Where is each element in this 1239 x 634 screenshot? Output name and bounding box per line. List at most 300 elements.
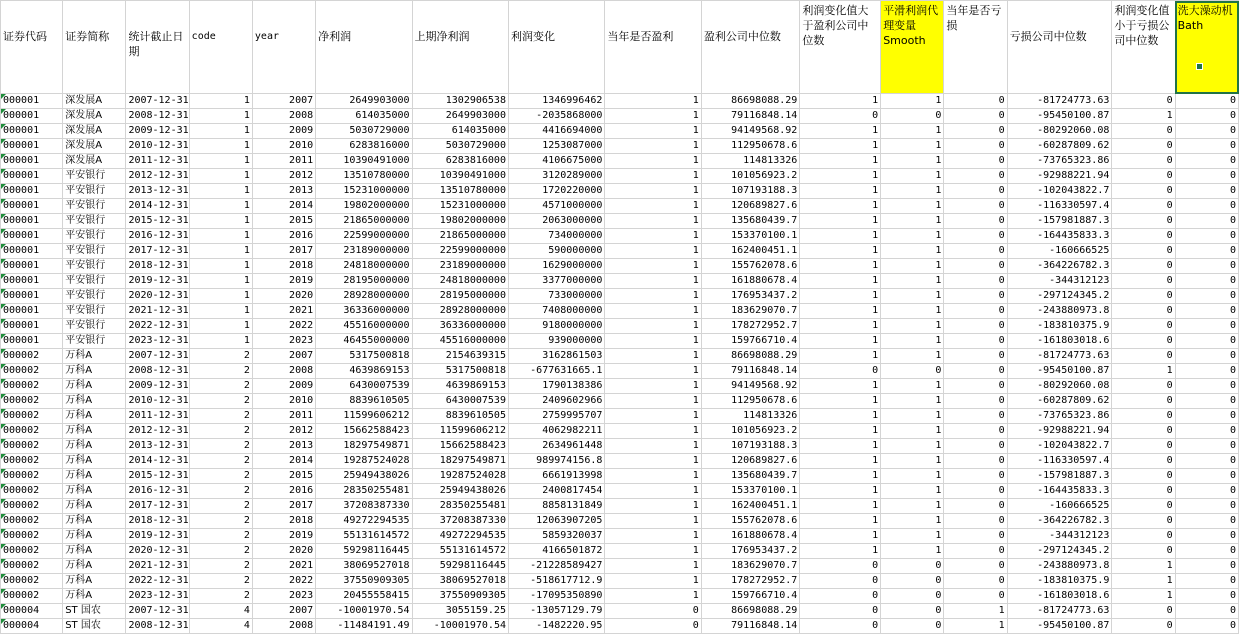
cell-change-gt-profit-median[interactable]: 0: [800, 574, 881, 589]
cell-year[interactable]: 2016: [252, 229, 315, 244]
cell-report-date[interactable]: 2009-12-31: [126, 124, 189, 139]
cell-net-profit[interactable]: 45516000000: [316, 319, 412, 334]
cell-bath[interactable]: 0: [1175, 514, 1238, 529]
cell-change-gt-profit-median[interactable]: 1: [800, 319, 881, 334]
cell-is-loss[interactable]: 0: [944, 199, 1007, 214]
cell-profit-median[interactable]: 176953437.2: [701, 544, 800, 559]
cell-code[interactable]: 2: [189, 349, 252, 364]
cell-loss-median[interactable]: -157981887.3: [1007, 469, 1112, 484]
cell-profit-median[interactable]: 94149568.92: [701, 379, 800, 394]
cell-bath[interactable]: 0: [1175, 289, 1238, 304]
cell-profit-median[interactable]: 79116848.14: [701, 619, 800, 634]
cell-prev-net-profit[interactable]: 36336000000: [412, 319, 508, 334]
cell-net-profit[interactable]: 28928000000: [316, 289, 412, 304]
cell-prev-net-profit[interactable]: 5317500818: [412, 364, 508, 379]
cell-profit-median[interactable]: 112950678.6: [701, 139, 800, 154]
cell-change-gt-profit-median[interactable]: 0: [800, 604, 881, 619]
cell-security-code[interactable]: 000001: [1, 139, 63, 154]
cell-change-gt-profit-median[interactable]: 1: [800, 334, 881, 349]
cell-loss-median[interactable]: -73765323.86: [1007, 154, 1112, 169]
cell-is-profitable[interactable]: 1: [605, 94, 701, 109]
cell-security-code[interactable]: 000001: [1, 334, 63, 349]
cell-is-profitable[interactable]: 0: [605, 619, 701, 634]
cell-security-name[interactable]: 深发展A: [63, 94, 126, 109]
cell-change-lt-loss-median[interactable]: 1: [1112, 574, 1175, 589]
cell-report-date[interactable]: 2015-12-31: [126, 214, 189, 229]
cell-net-profit[interactable]: 22599000000: [316, 229, 412, 244]
cell-bath[interactable]: 0: [1175, 574, 1238, 589]
cell-loss-median[interactable]: -344312123: [1007, 529, 1112, 544]
cell-is-profitable[interactable]: 1: [605, 169, 701, 184]
cell-is-loss[interactable]: 0: [944, 544, 1007, 559]
cell-is-profitable[interactable]: 1: [605, 544, 701, 559]
cell-security-name[interactable]: 平安银行: [63, 304, 126, 319]
cell-change-gt-profit-median[interactable]: 1: [800, 349, 881, 364]
cell-loss-median[interactable]: -95450100.87: [1007, 109, 1112, 124]
cell-profit-median[interactable]: 101056923.2: [701, 169, 800, 184]
cell-bath[interactable]: 0: [1175, 229, 1238, 244]
cell-is-profitable[interactable]: 1: [605, 109, 701, 124]
cell-profit-median[interactable]: 135680439.7: [701, 214, 800, 229]
cell-profit-median[interactable]: 79116848.14: [701, 364, 800, 379]
header-prev-net-profit[interactable]: 上期净利润: [412, 1, 508, 94]
cell-change-gt-profit-median[interactable]: 1: [800, 514, 881, 529]
cell-year[interactable]: 2015: [252, 214, 315, 229]
cell-profit-change[interactable]: 6661913998: [508, 469, 604, 484]
cell-bath[interactable]: 0: [1175, 259, 1238, 274]
cell-report-date[interactable]: 2020-12-31: [126, 544, 189, 559]
cell-code[interactable]: 2: [189, 574, 252, 589]
cell-report-date[interactable]: 2013-12-31: [126, 184, 189, 199]
cell-code[interactable]: 2: [189, 469, 252, 484]
cell-bath[interactable]: 0: [1175, 334, 1238, 349]
cell-profit-median[interactable]: 114813326: [701, 154, 800, 169]
cell-code[interactable]: 1: [189, 184, 252, 199]
cell-bath[interactable]: 0: [1175, 94, 1238, 109]
cell-code[interactable]: 1: [189, 124, 252, 139]
cell-is-profitable[interactable]: 1: [605, 124, 701, 139]
cell-year[interactable]: 2014: [252, 199, 315, 214]
cell-change-lt-loss-median[interactable]: 0: [1112, 349, 1175, 364]
cell-prev-net-profit[interactable]: 10390491000: [412, 169, 508, 184]
cell-is-loss[interactable]: 0: [944, 319, 1007, 334]
cell-profit-median[interactable]: 101056923.2: [701, 424, 800, 439]
cell-is-profitable[interactable]: 1: [605, 559, 701, 574]
cell-profit-median[interactable]: 161880678.4: [701, 274, 800, 289]
cell-net-profit[interactable]: 4639869153: [316, 364, 412, 379]
cell-bath[interactable]: 0: [1175, 184, 1238, 199]
cell-code[interactable]: 1: [189, 154, 252, 169]
cell-prev-net-profit[interactable]: 13510780000: [412, 184, 508, 199]
cell-net-profit[interactable]: 19287524028: [316, 454, 412, 469]
cell-net-profit[interactable]: 18297549871: [316, 439, 412, 454]
cell-profit-change[interactable]: 4062982211: [508, 424, 604, 439]
cell-bath[interactable]: 0: [1175, 499, 1238, 514]
cell-change-gt-profit-median[interactable]: 1: [800, 124, 881, 139]
cell-profit-median[interactable]: 107193188.3: [701, 439, 800, 454]
cell-change-lt-loss-median[interactable]: 0: [1112, 169, 1175, 184]
cell-change-lt-loss-median[interactable]: 0: [1112, 229, 1175, 244]
cell-prev-net-profit[interactable]: 1302906538: [412, 94, 508, 109]
cell-is-profitable[interactable]: 1: [605, 484, 701, 499]
cell-change-lt-loss-median[interactable]: 0: [1112, 619, 1175, 634]
cell-is-loss[interactable]: 0: [944, 94, 1007, 109]
cell-net-profit[interactable]: 49272294535: [316, 514, 412, 529]
cell-profit-change[interactable]: 9180000000: [508, 319, 604, 334]
cell-is-loss[interactable]: 0: [944, 514, 1007, 529]
cell-change-gt-profit-median[interactable]: 1: [800, 304, 881, 319]
cell-security-code[interactable]: 000001: [1, 319, 63, 334]
cell-security-code[interactable]: 000001: [1, 274, 63, 289]
cell-profit-change[interactable]: 733000000: [508, 289, 604, 304]
cell-code[interactable]: 2: [189, 364, 252, 379]
cell-security-code[interactable]: 000002: [1, 514, 63, 529]
cell-change-lt-loss-median[interactable]: 0: [1112, 394, 1175, 409]
cell-report-date[interactable]: 2008-12-31: [126, 619, 189, 634]
cell-is-loss[interactable]: 0: [944, 484, 1007, 499]
cell-is-loss[interactable]: 0: [944, 154, 1007, 169]
cell-is-profitable[interactable]: 1: [605, 274, 701, 289]
cell-net-profit[interactable]: 6283816000: [316, 139, 412, 154]
cell-security-name[interactable]: 万科A: [63, 454, 126, 469]
cell-change-lt-loss-median[interactable]: 0: [1112, 274, 1175, 289]
cell-prev-net-profit[interactable]: 11599606212: [412, 424, 508, 439]
cell-net-profit[interactable]: 28350255481: [316, 484, 412, 499]
cell-profit-median[interactable]: 162400451.1: [701, 244, 800, 259]
header-loss-median[interactable]: 亏损公司中位数: [1007, 1, 1112, 94]
cell-net-profit[interactable]: 36336000000: [316, 304, 412, 319]
cell-security-code[interactable]: 000001: [1, 124, 63, 139]
cell-is-loss[interactable]: 0: [944, 334, 1007, 349]
cell-year[interactable]: 2020: [252, 289, 315, 304]
cell-net-profit[interactable]: 11599606212: [316, 409, 412, 424]
cell-security-name[interactable]: 深发展A: [63, 124, 126, 139]
cell-year[interactable]: 2012: [252, 169, 315, 184]
cell-prev-net-profit[interactable]: 19802000000: [412, 214, 508, 229]
cell-loss-median[interactable]: -102043822.7: [1007, 184, 1112, 199]
cell-profit-median[interactable]: 176953437.2: [701, 289, 800, 304]
cell-change-gt-profit-median[interactable]: 1: [800, 244, 881, 259]
cell-year[interactable]: 2018: [252, 514, 315, 529]
cell-change-gt-profit-median[interactable]: 1: [800, 424, 881, 439]
cell-is-profitable[interactable]: 1: [605, 379, 701, 394]
cell-security-code[interactable]: 000001: [1, 214, 63, 229]
cell-bath[interactable]: 0: [1175, 274, 1238, 289]
cell-change-lt-loss-median[interactable]: 0: [1112, 484, 1175, 499]
cell-smooth[interactable]: 1: [881, 424, 944, 439]
cell-year[interactable]: 2009: [252, 379, 315, 394]
cell-change-lt-loss-median[interactable]: 0: [1112, 319, 1175, 334]
cell-smooth[interactable]: 1: [881, 184, 944, 199]
cell-smooth[interactable]: 1: [881, 349, 944, 364]
cell-is-loss[interactable]: 0: [944, 169, 1007, 184]
cell-change-lt-loss-median[interactable]: 0: [1112, 604, 1175, 619]
cell-profit-change[interactable]: 1790138386: [508, 379, 604, 394]
header-security-name[interactable]: 证券简称: [63, 1, 126, 94]
cell-is-loss[interactable]: 0: [944, 259, 1007, 274]
cell-security-code[interactable]: 000002: [1, 529, 63, 544]
cell-change-gt-profit-median[interactable]: 0: [800, 589, 881, 604]
cell-prev-net-profit[interactable]: 55131614572: [412, 544, 508, 559]
cell-profit-change[interactable]: 4166501872: [508, 544, 604, 559]
cell-prev-net-profit[interactable]: 23189000000: [412, 259, 508, 274]
cell-security-code[interactable]: 000002: [1, 424, 63, 439]
cell-year[interactable]: 2012: [252, 424, 315, 439]
cell-security-name[interactable]: 万科A: [63, 364, 126, 379]
cell-change-gt-profit-median[interactable]: 1: [800, 439, 881, 454]
cell-profit-median[interactable]: 114813326: [701, 409, 800, 424]
cell-loss-median[interactable]: -80292060.08: [1007, 124, 1112, 139]
cell-year[interactable]: 2019: [252, 529, 315, 544]
cell-is-loss[interactable]: 0: [944, 529, 1007, 544]
cell-change-gt-profit-median[interactable]: 1: [800, 544, 881, 559]
header-year[interactable]: year: [252, 1, 315, 94]
cell-prev-net-profit[interactable]: 2154639315: [412, 349, 508, 364]
cell-prev-net-profit[interactable]: 4639869153: [412, 379, 508, 394]
cell-year[interactable]: 2013: [252, 439, 315, 454]
cell-change-lt-loss-median[interactable]: 0: [1112, 334, 1175, 349]
cell-is-loss[interactable]: 0: [944, 439, 1007, 454]
cell-bath[interactable]: 0: [1175, 169, 1238, 184]
cell-security-name[interactable]: 万科A: [63, 559, 126, 574]
cell-profit-change[interactable]: 2063000000: [508, 214, 604, 229]
cell-year[interactable]: 2008: [252, 109, 315, 124]
cell-prev-net-profit[interactable]: 45516000000: [412, 334, 508, 349]
cell-report-date[interactable]: 2019-12-31: [126, 529, 189, 544]
header-profit-change[interactable]: 利润变化: [508, 1, 604, 94]
cell-loss-median[interactable]: -81724773.63: [1007, 604, 1112, 619]
cell-change-lt-loss-median[interactable]: 0: [1112, 499, 1175, 514]
cell-report-date[interactable]: 2007-12-31: [126, 349, 189, 364]
cell-profit-median[interactable]: 107193188.3: [701, 184, 800, 199]
cell-prev-net-profit[interactable]: 59298116445: [412, 559, 508, 574]
cell-net-profit[interactable]: 6430007539: [316, 379, 412, 394]
cell-loss-median[interactable]: -161803018.6: [1007, 589, 1112, 604]
cell-net-profit[interactable]: 5317500818: [316, 349, 412, 364]
cell-is-loss[interactable]: 0: [944, 469, 1007, 484]
cell-loss-median[interactable]: -95450100.87: [1007, 619, 1112, 634]
cell-smooth[interactable]: 1: [881, 289, 944, 304]
cell-profit-change[interactable]: -1482220.95: [508, 619, 604, 634]
cell-report-date[interactable]: 2016-12-31: [126, 229, 189, 244]
cell-year[interactable]: 2020: [252, 544, 315, 559]
cell-smooth[interactable]: 1: [881, 469, 944, 484]
cell-loss-median[interactable]: -116330597.4: [1007, 454, 1112, 469]
cell-profit-median[interactable]: 153370100.1: [701, 229, 800, 244]
cell-security-code[interactable]: 000001: [1, 304, 63, 319]
cell-security-code[interactable]: 000001: [1, 199, 63, 214]
cell-profit-median[interactable]: 86698088.29: [701, 349, 800, 364]
cell-report-date[interactable]: 2014-12-31: [126, 199, 189, 214]
cell-code[interactable]: 4: [189, 604, 252, 619]
cell-profit-median[interactable]: 159766710.4: [701, 589, 800, 604]
cell-report-date[interactable]: 2015-12-31: [126, 469, 189, 484]
cell-code[interactable]: 2: [189, 544, 252, 559]
cell-profit-median[interactable]: 183629070.7: [701, 304, 800, 319]
cell-smooth[interactable]: 1: [881, 409, 944, 424]
cell-is-profitable[interactable]: 1: [605, 199, 701, 214]
cell-security-code[interactable]: 000002: [1, 544, 63, 559]
cell-smooth[interactable]: 1: [881, 454, 944, 469]
cell-security-code[interactable]: 000001: [1, 229, 63, 244]
cell-profit-median[interactable]: 153370100.1: [701, 484, 800, 499]
cell-prev-net-profit[interactable]: 21865000000: [412, 229, 508, 244]
cell-security-name[interactable]: 万科A: [63, 529, 126, 544]
cell-security-name[interactable]: 深发展A: [63, 109, 126, 124]
cell-net-profit[interactable]: 24818000000: [316, 259, 412, 274]
cell-profit-change[interactable]: 4571000000: [508, 199, 604, 214]
cell-change-gt-profit-median[interactable]: 1: [800, 214, 881, 229]
cell-report-date[interactable]: 2011-12-31: [126, 409, 189, 424]
cell-is-loss[interactable]: 0: [944, 139, 1007, 154]
cell-smooth[interactable]: 1: [881, 334, 944, 349]
cell-code[interactable]: 4: [189, 619, 252, 634]
cell-security-name[interactable]: 万科A: [63, 469, 126, 484]
cell-code[interactable]: 1: [189, 274, 252, 289]
cell-loss-median[interactable]: -92988221.94: [1007, 169, 1112, 184]
cell-code[interactable]: 2: [189, 514, 252, 529]
cell-net-profit[interactable]: 15662588423: [316, 424, 412, 439]
cell-bath[interactable]: 0: [1175, 619, 1238, 634]
cell-bath[interactable]: 0: [1175, 559, 1238, 574]
cell-change-gt-profit-median[interactable]: 1: [800, 454, 881, 469]
cell-is-loss[interactable]: 0: [944, 274, 1007, 289]
cell-net-profit[interactable]: -10001970.54: [316, 604, 412, 619]
cell-year[interactable]: 2010: [252, 139, 315, 154]
cell-profit-median[interactable]: 79116848.14: [701, 109, 800, 124]
cell-bath[interactable]: 0: [1175, 364, 1238, 379]
cell-is-loss[interactable]: 0: [944, 214, 1007, 229]
cell-profit-change[interactable]: 1720220000: [508, 184, 604, 199]
cell-is-loss[interactable]: 0: [944, 364, 1007, 379]
cell-bath[interactable]: 0: [1175, 154, 1238, 169]
cell-loss-median[interactable]: -92988221.94: [1007, 424, 1112, 439]
cell-profit-median[interactable]: 120689827.6: [701, 454, 800, 469]
cell-prev-net-profit[interactable]: 6430007539: [412, 394, 508, 409]
cell-security-code[interactable]: 000004: [1, 619, 63, 634]
cell-code[interactable]: 1: [189, 289, 252, 304]
cell-change-gt-profit-median[interactable]: 1: [800, 529, 881, 544]
cell-year[interactable]: 2016: [252, 484, 315, 499]
cell-security-code[interactable]: 000002: [1, 559, 63, 574]
cell-smooth[interactable]: 1: [881, 94, 944, 109]
cell-code[interactable]: 1: [189, 259, 252, 274]
cell-year[interactable]: 2022: [252, 319, 315, 334]
cell-year[interactable]: 2007: [252, 349, 315, 364]
cell-is-loss[interactable]: 0: [944, 574, 1007, 589]
cell-loss-median[interactable]: -160666525: [1007, 244, 1112, 259]
cell-report-date[interactable]: 2012-12-31: [126, 424, 189, 439]
cell-change-lt-loss-median[interactable]: 1: [1112, 559, 1175, 574]
cell-code[interactable]: 1: [189, 109, 252, 124]
cell-smooth[interactable]: 0: [881, 604, 944, 619]
cell-profit-median[interactable]: 112950678.6: [701, 394, 800, 409]
cell-is-profitable[interactable]: 1: [605, 499, 701, 514]
cell-code[interactable]: 2: [189, 499, 252, 514]
cell-loss-median[interactable]: -116330597.4: [1007, 199, 1112, 214]
cell-profit-change[interactable]: -17095350890: [508, 589, 604, 604]
cell-profit-change[interactable]: 2634961448: [508, 439, 604, 454]
cell-change-lt-loss-median[interactable]: 0: [1112, 529, 1175, 544]
cell-code[interactable]: 2: [189, 379, 252, 394]
cell-bath[interactable]: 0: [1175, 124, 1238, 139]
cell-bath[interactable]: 0: [1175, 394, 1238, 409]
cell-profit-change[interactable]: 1346996462: [508, 94, 604, 109]
cell-profit-median[interactable]: 86698088.29: [701, 94, 800, 109]
cell-code[interactable]: 1: [189, 139, 252, 154]
cell-prev-net-profit[interactable]: 37550909305: [412, 589, 508, 604]
cell-net-profit[interactable]: 21865000000: [316, 214, 412, 229]
cell-is-profitable[interactable]: 1: [605, 424, 701, 439]
cell-is-loss[interactable]: 0: [944, 184, 1007, 199]
cell-loss-median[interactable]: -297124345.2: [1007, 289, 1112, 304]
cell-security-name[interactable]: 万科A: [63, 574, 126, 589]
cell-year[interactable]: 2021: [252, 559, 315, 574]
cell-profit-median[interactable]: 86698088.29: [701, 604, 800, 619]
header-change-gt-profit-median[interactable]: 利润变化值大于盈利公司中位数: [800, 1, 881, 94]
cell-change-lt-loss-median[interactable]: 1: [1112, 109, 1175, 124]
cell-report-date[interactable]: 2014-12-31: [126, 454, 189, 469]
cell-profit-change[interactable]: 1253087000: [508, 139, 604, 154]
cell-net-profit[interactable]: -11484191.49: [316, 619, 412, 634]
cell-prev-net-profit[interactable]: 19287524028: [412, 469, 508, 484]
header-change-lt-loss-median[interactable]: 利润变化值小于亏损公司中位数: [1112, 1, 1175, 94]
cell-security-name[interactable]: 深发展A: [63, 139, 126, 154]
cell-prev-net-profit[interactable]: 25949438026: [412, 484, 508, 499]
cell-is-profitable[interactable]: 1: [605, 394, 701, 409]
cell-report-date[interactable]: 2017-12-31: [126, 244, 189, 259]
cell-net-profit[interactable]: 37550909305: [316, 574, 412, 589]
cell-security-name[interactable]: 深发展A: [63, 154, 126, 169]
cell-smooth[interactable]: 1: [881, 514, 944, 529]
cell-loss-median[interactable]: -80292060.08: [1007, 379, 1112, 394]
cell-security-name[interactable]: 万科A: [63, 379, 126, 394]
cell-prev-net-profit[interactable]: 49272294535: [412, 529, 508, 544]
cell-is-loss[interactable]: 0: [944, 289, 1007, 304]
cell-profit-change[interactable]: -2035868000: [508, 109, 604, 124]
cell-is-profitable[interactable]: 1: [605, 214, 701, 229]
cell-report-date[interactable]: 2011-12-31: [126, 154, 189, 169]
cell-prev-net-profit[interactable]: 15231000000: [412, 199, 508, 214]
cell-prev-net-profit[interactable]: 28928000000: [412, 304, 508, 319]
cell-smooth[interactable]: 1: [881, 484, 944, 499]
cell-security-code[interactable]: 000001: [1, 154, 63, 169]
cell-report-date[interactable]: 2013-12-31: [126, 439, 189, 454]
cell-prev-net-profit[interactable]: 15662588423: [412, 439, 508, 454]
cell-security-name[interactable]: 万科A: [63, 439, 126, 454]
cell-report-date[interactable]: 2012-12-31: [126, 169, 189, 184]
cell-smooth[interactable]: 1: [881, 319, 944, 334]
header-profit-median[interactable]: 盈利公司中位数: [701, 1, 800, 94]
cell-year[interactable]: 2018: [252, 259, 315, 274]
cell-code[interactable]: 1: [189, 304, 252, 319]
cell-net-profit[interactable]: 28195000000: [316, 274, 412, 289]
cell-profit-change[interactable]: -518617712.9: [508, 574, 604, 589]
cell-security-code[interactable]: 000004: [1, 604, 63, 619]
cell-change-lt-loss-median[interactable]: 0: [1112, 409, 1175, 424]
cell-bath[interactable]: 0: [1175, 199, 1238, 214]
cell-year[interactable]: 2007: [252, 604, 315, 619]
cell-smooth[interactable]: 1: [881, 274, 944, 289]
cell-bath[interactable]: 0: [1175, 424, 1238, 439]
cell-report-date[interactable]: 2008-12-31: [126, 109, 189, 124]
cell-code[interactable]: 2: [189, 529, 252, 544]
cell-smooth[interactable]: 1: [881, 244, 944, 259]
header-net-profit[interactable]: 净利润: [316, 1, 412, 94]
cell-prev-net-profit[interactable]: 38069527018: [412, 574, 508, 589]
cell-smooth[interactable]: 1: [881, 214, 944, 229]
cell-security-name[interactable]: 平安银行: [63, 169, 126, 184]
